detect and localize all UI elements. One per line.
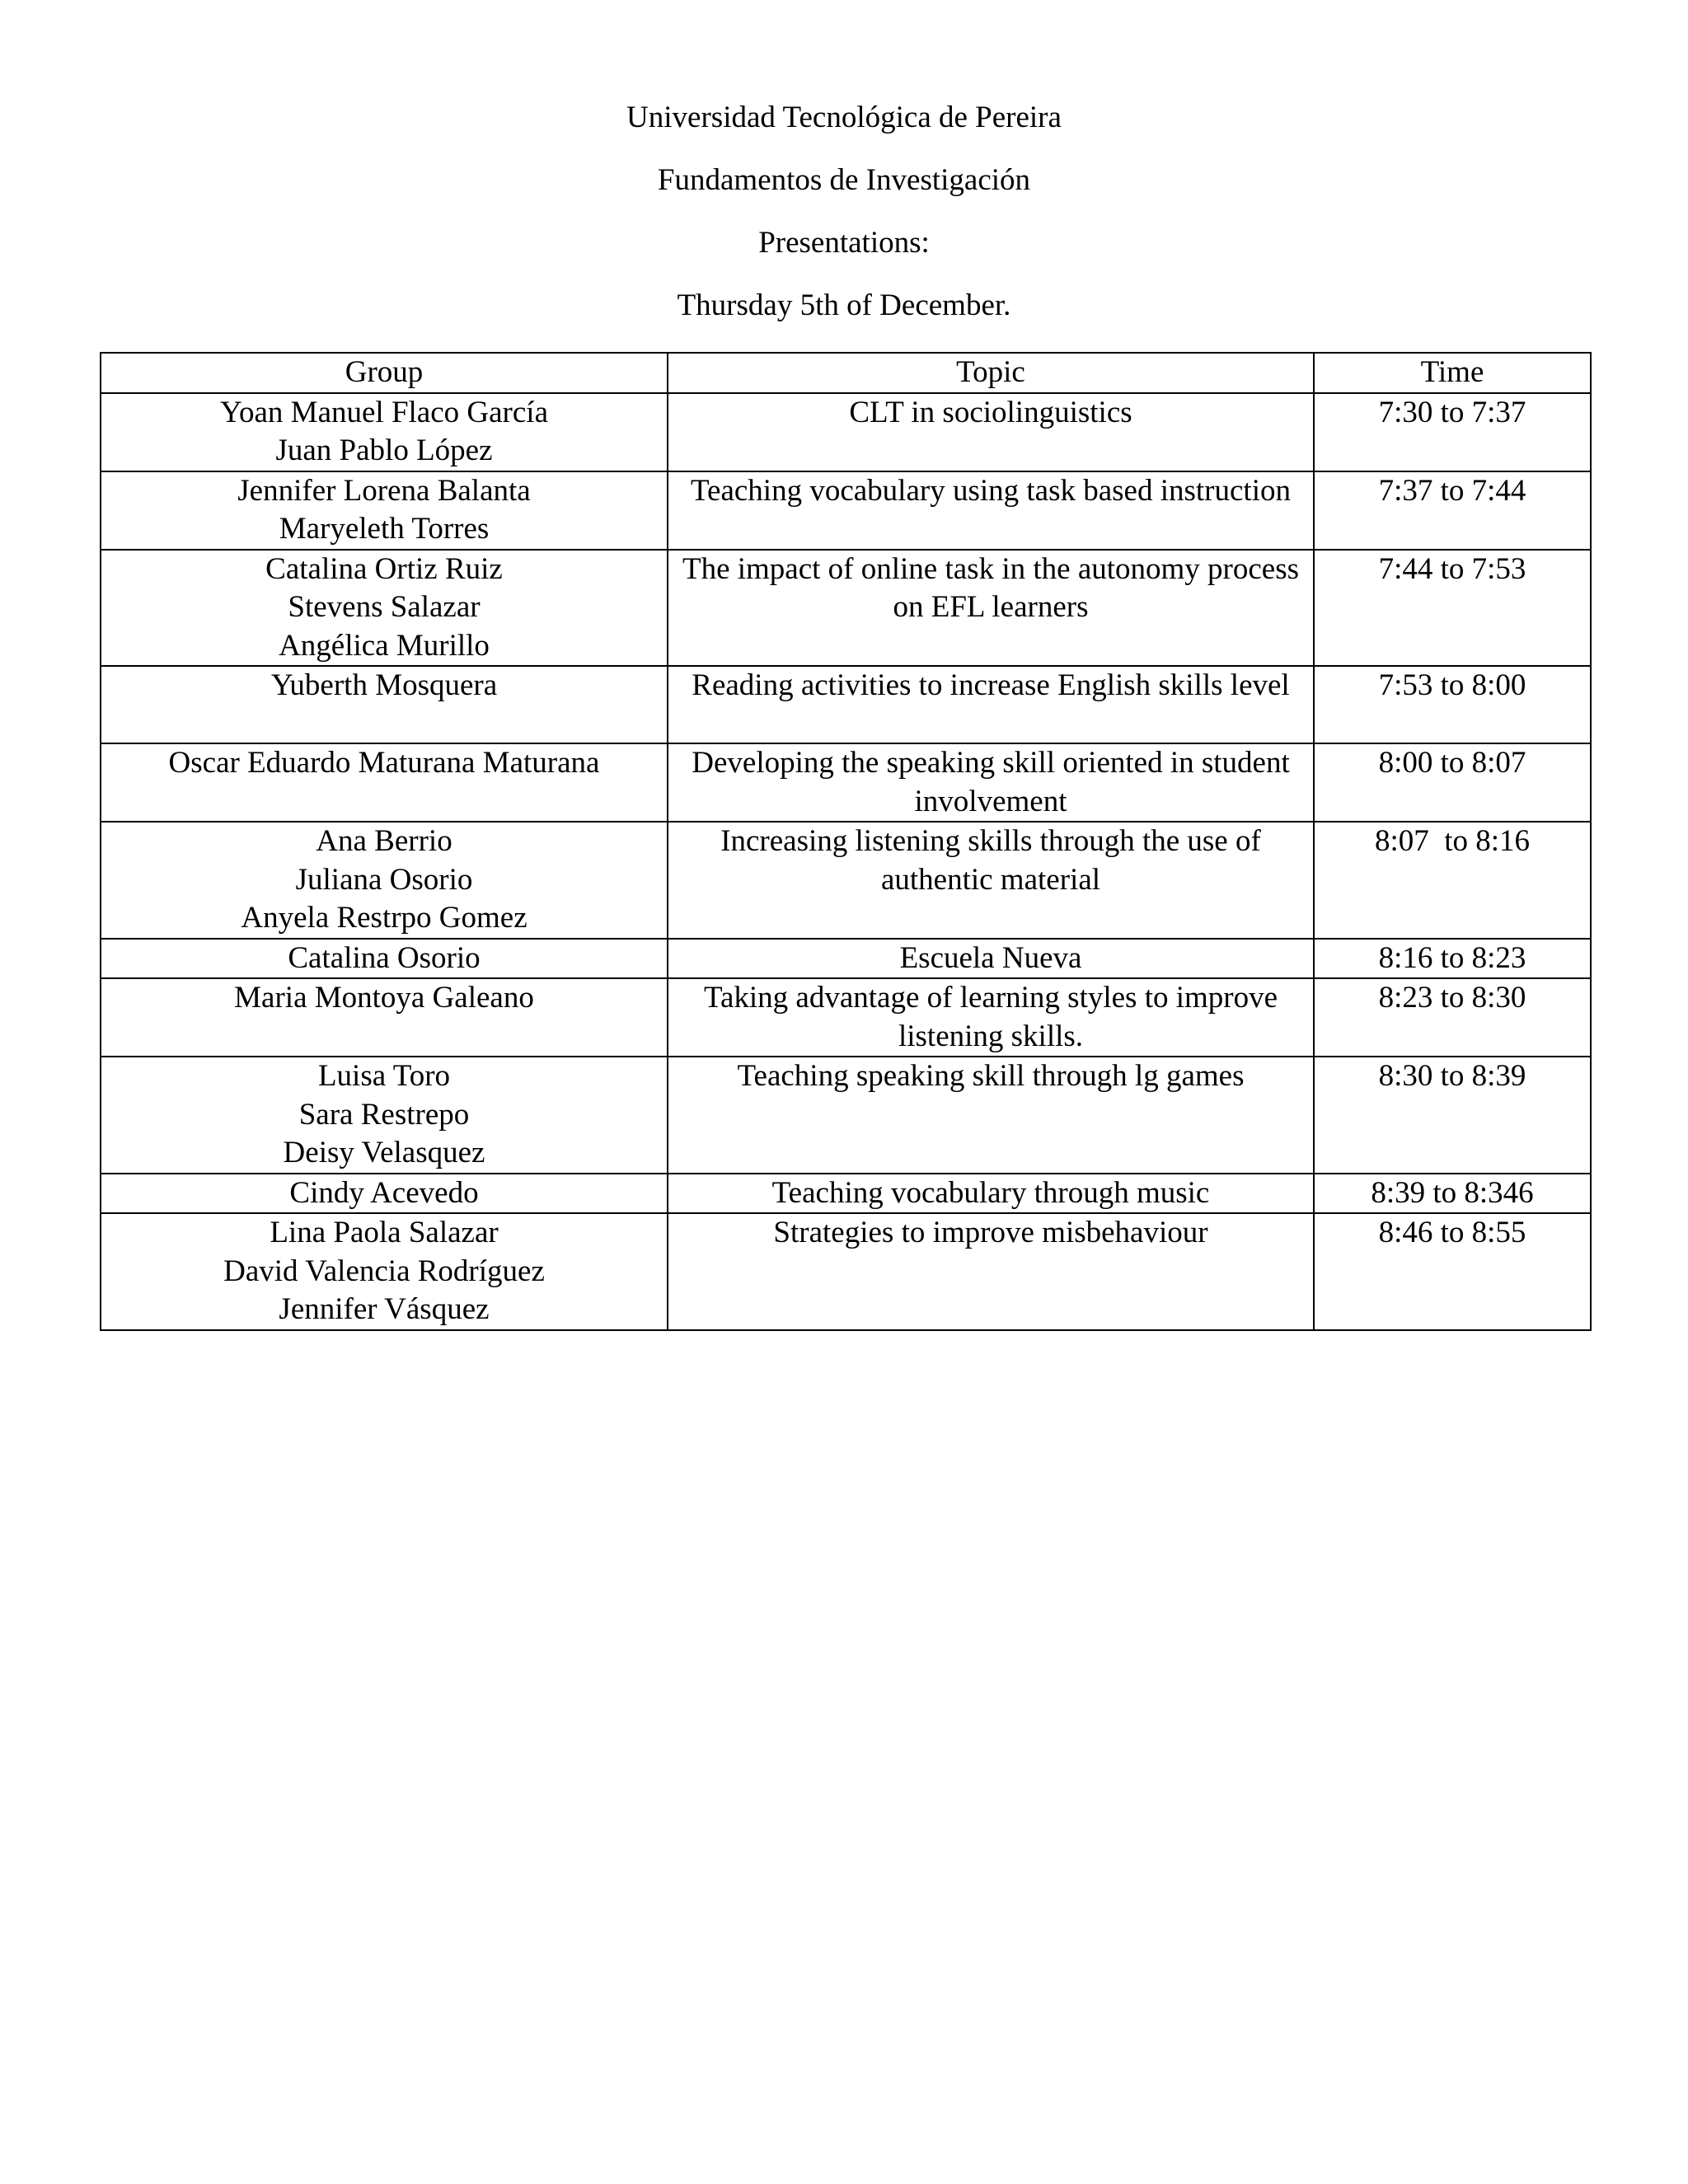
- member-name: Oscar Eduardo Maturana Maturana: [168, 746, 600, 780]
- member-name: Juliana Osorio: [295, 862, 473, 897]
- table-row: [101, 978, 1591, 1057]
- topic-cell: [668, 666, 1314, 743]
- member-name: Ana Berrio: [316, 824, 452, 858]
- member-name: Luisa Toro: [317, 1059, 451, 1093]
- group-cell: [101, 550, 668, 667]
- group-cell: [101, 978, 668, 1057]
- topic-cell: [668, 1057, 1314, 1174]
- member-name: Catalina Ortiz Ruiz: [265, 551, 503, 586]
- time-cell: 8:23 to 8:30: [1314, 978, 1591, 1057]
- table-row: [101, 666, 1591, 743]
- member-name: Juan Pablo López: [275, 434, 493, 467]
- topic-text: Reading activities to increase English skills level: [692, 668, 1290, 702]
- table-row: [101, 393, 1591, 471]
- time-cell: 7:37 to 7:44: [1314, 471, 1591, 550]
- group-cell: [101, 939, 668, 979]
- course-name: Fundamentos de Investigación: [657, 163, 1031, 197]
- member-name: Maryeleth Torres: [279, 512, 490, 546]
- group-cell: [101, 393, 668, 471]
- group-cell: [101, 1174, 668, 1214]
- column-header-group: Group: [101, 353, 668, 393]
- topic-text: Teaching speaking skill through lg games: [737, 1059, 1245, 1093]
- topic-cell: [668, 393, 1314, 471]
- topic-text: Teaching vocabulary using task based instruction: [691, 473, 1291, 508]
- member-name: Lina Paola Salazar: [270, 1216, 499, 1249]
- time-cell: 8:30 to 8:39: [1314, 1057, 1591, 1174]
- topic-cell: [668, 978, 1314, 1057]
- column-header-topic: Topic: [668, 353, 1314, 393]
- topic-cell: [668, 1213, 1314, 1330]
- time-cell: 8:16 to 8:23: [1314, 939, 1591, 979]
- time-cell: 8:07 to 8:16: [1314, 822, 1591, 939]
- member-name: Yoan Manuel Flaco García: [219, 395, 548, 429]
- topic-text: Increasing listening skills through the use of authentic material: [720, 824, 1261, 897]
- table-row: [101, 743, 1591, 822]
- topic-text: Taking advantage of learning styles to improve listening skills.: [703, 981, 1278, 1053]
- time-cell: 8:46 to 8:55: [1314, 1213, 1591, 1330]
- university-name: Universidad Tecnológica de Pereira: [626, 101, 1062, 134]
- column-header-time: Time: [1314, 353, 1591, 393]
- topic-cell: [668, 743, 1314, 822]
- member-name: Yuberth Mosquera: [270, 668, 498, 702]
- schedule-rows: [101, 393, 1591, 1330]
- table-row: [101, 1213, 1591, 1330]
- table-row: [101, 939, 1591, 979]
- time-cell: 7:53 to 8:00: [1314, 666, 1591, 743]
- group-cell: [101, 1057, 668, 1174]
- member-name: Angélica Murillo: [279, 628, 490, 663]
- time-cell: 7:44 to 7:53: [1314, 550, 1591, 667]
- topic-cell: [668, 550, 1314, 667]
- table-header-row: [101, 353, 1591, 393]
- table-row: [101, 1174, 1591, 1214]
- topic-text: CLT in sociolinguistics: [849, 395, 1132, 429]
- time-cell: 8:00 to 8:07: [1314, 743, 1591, 822]
- time-cell: 7:30 to 7:37: [1314, 393, 1591, 471]
- topic-cell: [668, 471, 1314, 550]
- group-cell: [101, 743, 668, 822]
- member-name: Jennifer Lorena Balanta: [237, 473, 531, 508]
- topic-text: Teaching vocabulary through music: [771, 1175, 1210, 1210]
- member-name: Stevens Salazar: [288, 590, 481, 624]
- member-name: Catalina Osorio: [288, 940, 481, 975]
- member-name: Jennifer Vásquez: [279, 1292, 490, 1326]
- group-cell: [101, 666, 668, 743]
- topic-text: Escuela Nueva: [899, 940, 1082, 975]
- member-name: Sara Restrepo: [298, 1097, 470, 1132]
- member-name: Maria Montoya Galeano: [234, 981, 534, 1015]
- group-cell: [101, 471, 668, 550]
- table-row: [101, 471, 1591, 550]
- table-row: [101, 822, 1591, 939]
- member-name: David Valencia Rodríguez: [223, 1254, 545, 1288]
- topic-text: Strategies to improve misbehaviour: [773, 1216, 1208, 1249]
- topic-text: The impact of online task in the autonomy process on EFL learners: [682, 551, 1300, 624]
- member-name: Cindy Acevedo: [289, 1175, 479, 1210]
- time-cell: 8:39 to 8:346: [1314, 1174, 1591, 1214]
- section-title: Presentations:: [758, 226, 930, 260]
- member-name: Deisy Velasquez: [283, 1136, 485, 1169]
- table-row: [101, 1057, 1591, 1174]
- presentation-date: Thursday 5th of December.: [677, 288, 1011, 322]
- group-cell: [101, 822, 668, 939]
- topic-cell: [668, 822, 1314, 939]
- topic-cell: [668, 939, 1314, 979]
- group-cell: [101, 1213, 668, 1330]
- topic-cell: [668, 1174, 1314, 1214]
- presentation-schedule-table: [100, 352, 1592, 1331]
- member-name: Anyela Restrpo Gomez: [241, 901, 528, 935]
- topic-text: Developing the speaking skill oriented in student involvement: [692, 746, 1290, 818]
- table-row: [101, 550, 1591, 667]
